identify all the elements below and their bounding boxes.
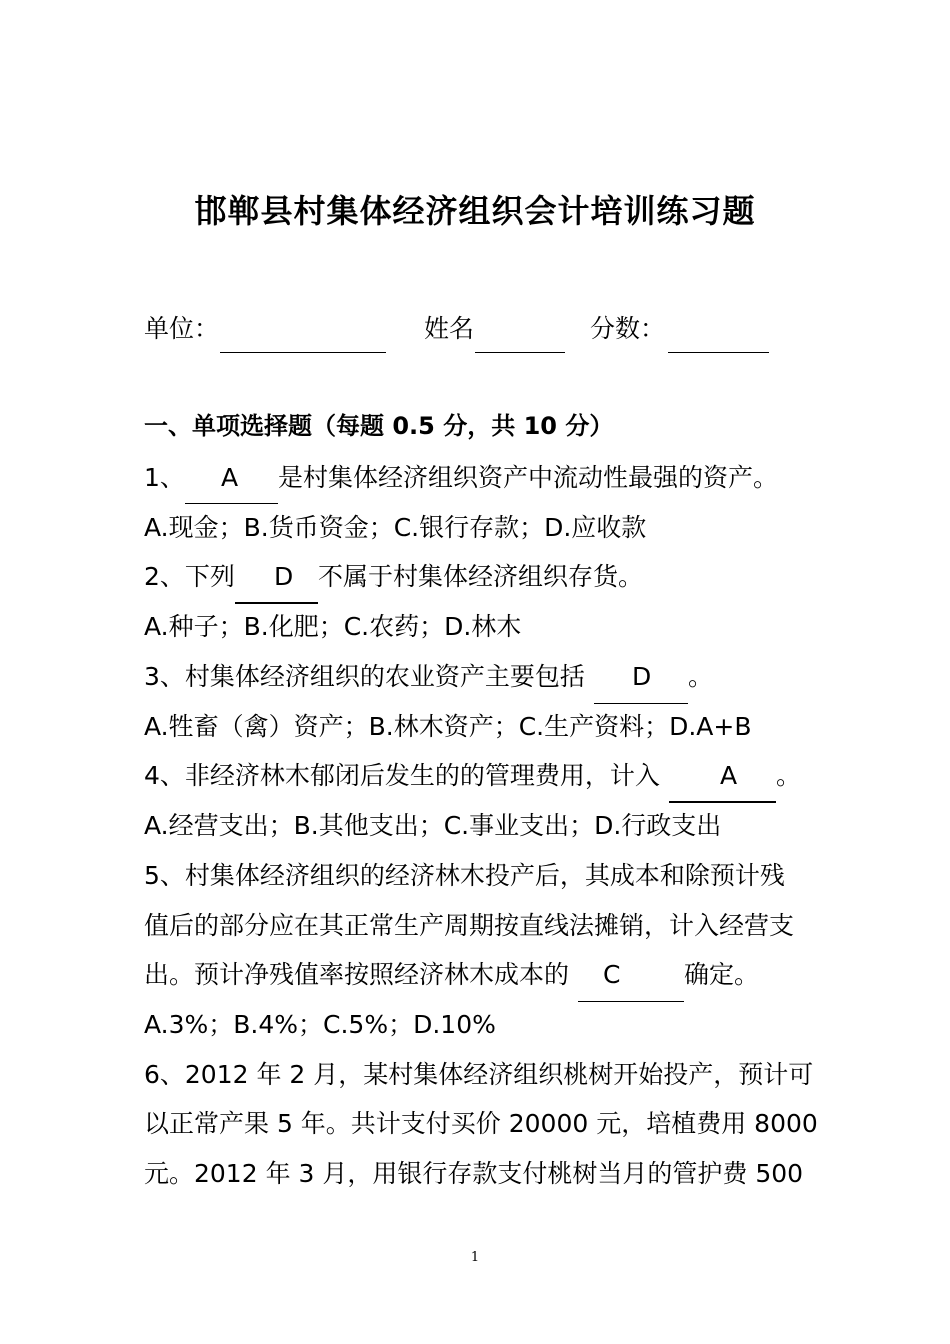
question-3-options: A.牲畜（禽）资产；B.林木资产；C.生产资料；D.A+B — [144, 712, 752, 741]
question-2-options: A.种子；B.化肥；C.农药；D.林木 — [144, 612, 522, 641]
question-1-blank — [185, 503, 278, 504]
unit-label: 单位： — [144, 314, 220, 343]
question-5-text: 确定。 — [684, 960, 760, 989]
question-2-text: 不属于村集体经济组织存货。 — [318, 562, 644, 591]
question-2-blank — [235, 602, 318, 604]
question-4-options: A.经营支出；B.其他支出；C.事业支出；D.行政支出 — [144, 811, 722, 840]
unit-blank — [220, 352, 386, 353]
question-5-blank — [578, 1001, 684, 1002]
question-5-line-1: 5、村集体经济组织的经济林木投产后，其成本和除预计残 — [144, 861, 785, 890]
question-1-answer: A — [221, 463, 239, 492]
name-blank — [475, 352, 565, 353]
question-5-prefix: 出。预计净残值率按照经济林木成本的 — [144, 960, 570, 989]
question-1-prefix: 1、 — [144, 463, 185, 492]
question-1-text: 是村集体经济组织资产中流动性最强的资产。 — [278, 463, 779, 492]
question-3-blank — [594, 703, 688, 704]
question-6-line-1: 6、2012 年 2 月，某村集体经济组织桃树开始投产，预计可 — [144, 1060, 814, 1089]
question-4-text: 。 — [776, 761, 802, 790]
question-3-text: 。 — [688, 662, 714, 691]
question-2-answer: D — [274, 562, 294, 591]
question-5-answer: C — [603, 960, 621, 989]
score-label: 分数： — [590, 314, 666, 343]
question-1-options: A.现金；B.货币资金；C.银行存款；D.应收款 — [144, 513, 647, 542]
question-4-blank — [669, 801, 776, 803]
question-6-line-2: 以正常产果 5 年。共计支付买价 20000 元，培植费用 8000 — [144, 1109, 818, 1138]
question-5-line-2: 值后的部分应在其正常生产周期按直线法摊销，计入经营支 — [144, 911, 795, 940]
page-title: 邯郸县村集体经济组织会计培训练习题 — [194, 192, 756, 230]
question-4-answer: A — [720, 761, 738, 790]
question-3-answer: D — [632, 662, 652, 691]
page-number: 1 — [470, 1250, 480, 1265]
score-blank — [668, 352, 769, 353]
section-title: 一、单项选择题（每题 0.5 分，共 10 分） — [144, 412, 614, 440]
name-label: 姓名 — [424, 314, 475, 343]
question-2-prefix: 2、下列 — [144, 562, 235, 591]
question-5-options: A.3%；B.4%；C.5%；D.10% — [144, 1010, 496, 1039]
question-4-prefix: 4、非经济林木郁闭后发生的的管理费用，计入 — [144, 761, 660, 790]
question-6-line-3: 元。2012 年 3 月，用银行存款支付桃树当月的管护费 500 — [144, 1159, 804, 1188]
question-3-prefix: 3、村集体经济组织的农业资产主要包括 — [144, 662, 585, 691]
